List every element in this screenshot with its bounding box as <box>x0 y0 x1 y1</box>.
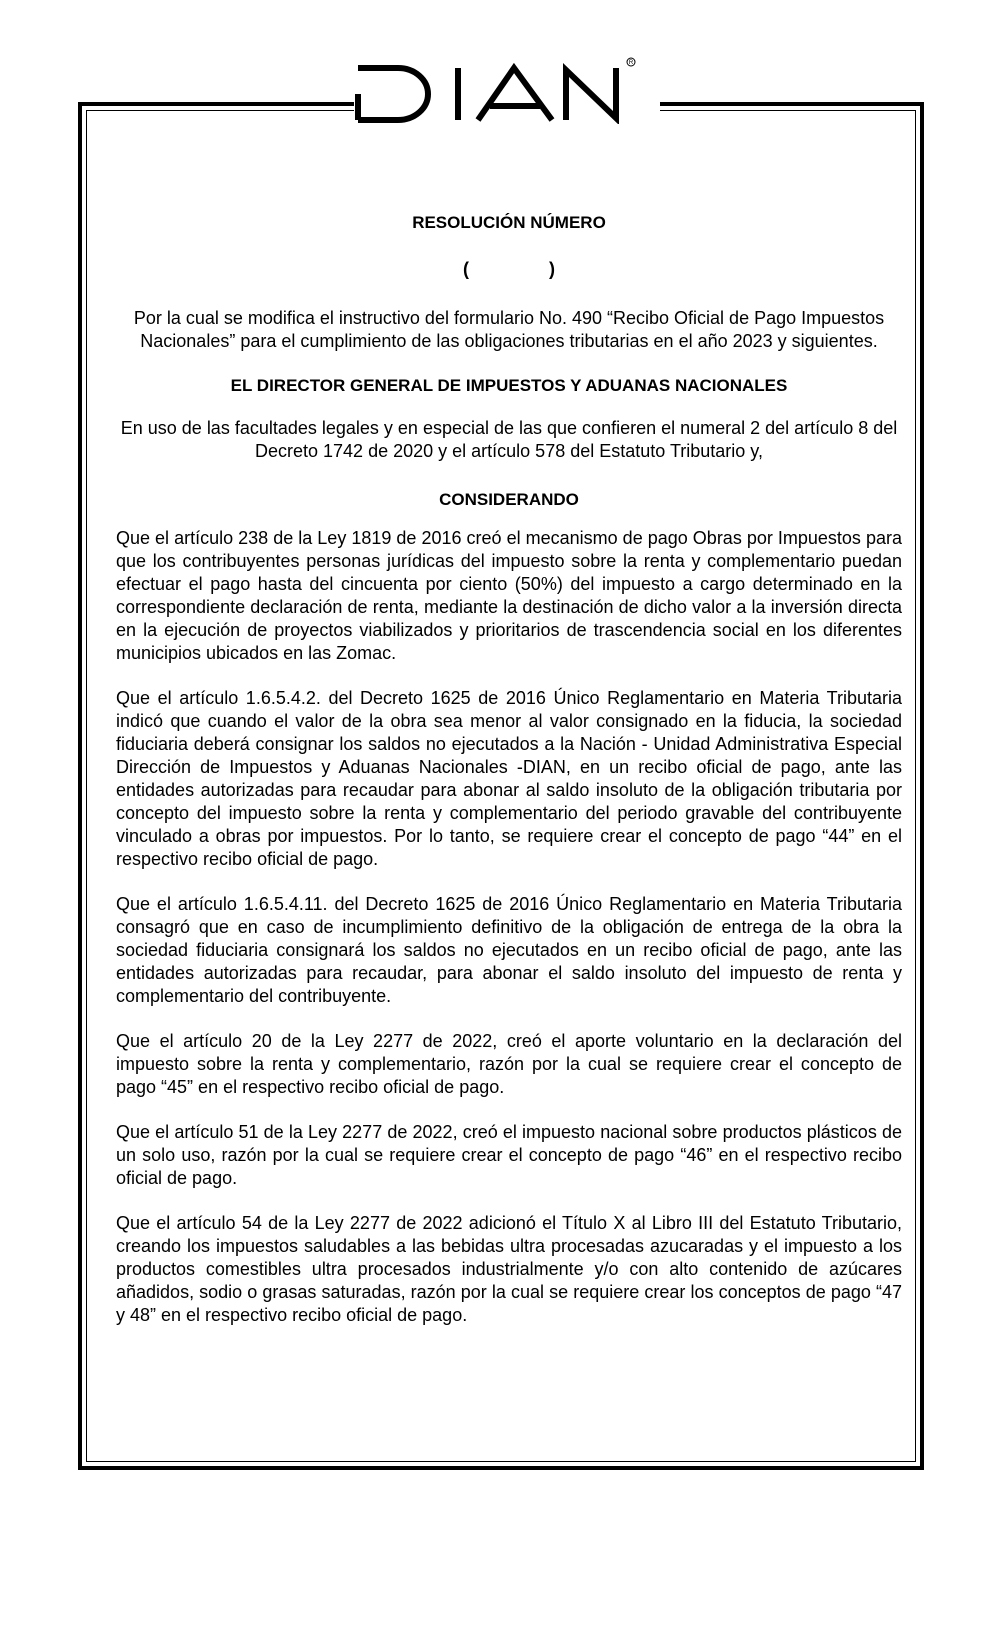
section-heading-considerando: CONSIDERANDO <box>439 490 579 509</box>
logo-letter-d <box>358 68 428 120</box>
resolution-subject: Por la cual se modifica el instructivo del formulario No. 490 “Recibo Oficial de Pago Impuestos Nacionales” para el cumplimiento de las obligaciones tributarias en el año 2023 y siguientes. <box>133 308 885 351</box>
number-open-paren: ( <box>463 259 469 279</box>
considerando-paragraph: Que el artículo 54 de la Ley 2277 de 2022 adicionó el Título X al Libro III del Estatuto Tributario, creando los impuestos saludables a las bebidas ultra procesadas azucaradas y el impuesto a los productos comestibles ultra procesados industrialmente y/o con alto contenido de azúcares añadidos, sodio o grasas saturadas, razón por la cual se requiere crear los conceptos de pago “47 y 48” en el respectivo recibo oficial de pago. <box>116 1213 902 1325</box>
considerando-paragraph: Que el artículo 51 de la Ley 2277 de 2022, creó el impuesto nacional sobre productos plásticos de un solo uso, razón por la cual se requiere crear el concepto de pago “46” en el respectivo recibo oficial de pago. <box>116 1122 902 1188</box>
dian-logo <box>354 56 660 124</box>
dian-logo-graphic <box>354 56 660 124</box>
number-close-paren: ) <box>549 259 555 279</box>
considerando-paragraph: Que el artículo 20 de la Ley 2277 de 2022, creó el aporte voluntario en la declaración del impuesto sobre la renta y complementario, razón por la cual se requiere crear el concepto de pago “45” en el respectivo recibo oficial de pago. <box>116 1031 902 1097</box>
logo-letter-a <box>478 68 552 120</box>
legal-powers: En uso de las facultades legales y en especial de las que confieren el numeral 2 del artículo 8 del Decreto 1742 de 2020 y el artículo 578 del Estatuto Tributario y, <box>120 418 898 461</box>
considerando-paragraph: Que el artículo 238 de la Ley 1819 de 2016 creó el mecanismo de pago Obras por Impuestos para que los contribuyentes personas jurídicas del impuesto sobre la renta y complementario puedan efectuar el pago hasta del cincuenta por ciento (50%) del impuesto a cargo determinado en la correspondiente declaración de renta, mediante la destinación de dicho valor a la inversión directa en la ejecución de proyectos viabilizados y prioritarios de trascendencia social en los diferentes municipios ubicados en las Zomac. <box>116 528 902 663</box>
resolution-number <box>116 258 902 280</box>
document-body <box>116 212 902 1327</box>
considerando-paragraph: Que el artículo 1.6.5.4.2. del Decreto 1625 de 2016 Único Reglamentario en Materia Tributaria indicó que cuando el valor de la obra sea menor al valor consignado en la fiducia, la sociedad fiduciaria deberá consignar los saldos no ejecutados a la Nación - Unidad Administrativa Especial Dirección de Impuestos y Aduanas Nacionales -DIAN, en un recibo oficial de pago, ante las entidades autorizadas para recaudar para abonar al saldo insoluto de la obligación tributaria por concepto del impuesto sobre la renta y complementario del periodo gravable del contribuyente vinculado a obras por impuestos. Por lo tanto, se requiere crear el concepto de pago “44” en el respectivo recibo oficial de pago. <box>116 688 902 869</box>
considerando-paragraph: Que el artículo 1.6.5.4.11. del Decreto 1625 de 2016 Único Reglamentario en Materia Tributaria consagró que en caso de incumplimiento definitivo de la obligación de entrega de la obra la sociedad fiduciaria consignará los saldos no ejecutados en un recibo oficial de pago, ante las entidades autorizadas para recaudar, para abonar el saldo insoluto del impuesto de renta y complementario del contribuyente. <box>116 894 902 1006</box>
registered-mark-letter: R <box>628 60 634 66</box>
logo-letter-n <box>566 68 616 120</box>
issuing-authority: EL DIRECTOR GENERAL DE IMPUESTOS Y ADUANAS NACIONALES <box>230 376 788 395</box>
resolution-title: RESOLUCIÓN NÚMERO <box>412 213 606 232</box>
